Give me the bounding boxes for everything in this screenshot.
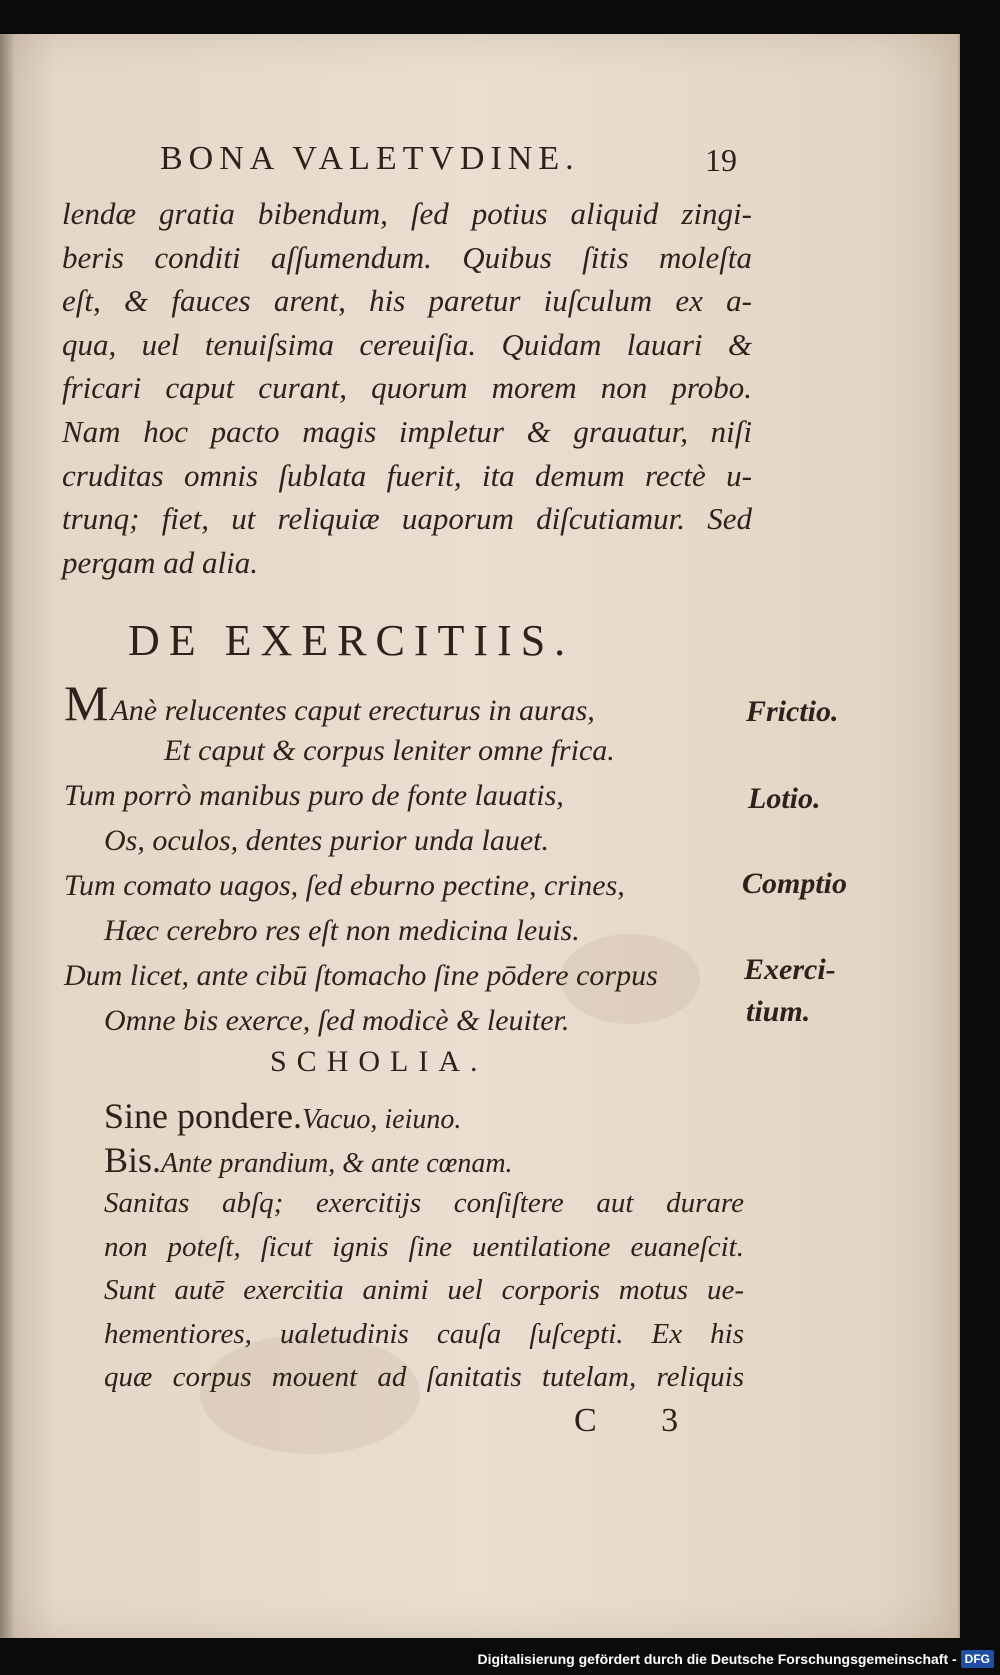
verse-line: Et caput & corpus leniter omne frica. [164, 734, 615, 767]
running-head: BONA VALETVDINE. [160, 140, 580, 177]
section-title: DE EXERCITIIS. [128, 616, 575, 665]
body-line: Nam hoc pacto magis impletur & grauatur, niſi [62, 413, 752, 449]
verse-line: Dum licet, ante cibū ſtomacho ſine pōdere corpus [64, 959, 658, 992]
dfg-logo: DFG [961, 1650, 994, 1668]
page-gutter [0, 34, 14, 1638]
body-line: qua, uel tenuiſsima cereuiſia. Quidam lauari & [62, 326, 752, 362]
body-text [62, 192, 752, 584]
page-number: 19 [705, 142, 737, 178]
verse-line: Os, oculos, dentes purior unda lauet. [104, 824, 549, 857]
scholia-lemma [104, 1139, 744, 1183]
lemma-term: Sine pondere. [104, 1096, 302, 1136]
signature-mark: C 3 [574, 1402, 707, 1439]
body-line: trunq; fiet, ut reliquiæ uaporum diſcutiamur. Sed [62, 501, 752, 537]
verse-line: Tum comato uagos, ſed eburno pectine, crines, [64, 869, 625, 902]
scholia-line: hementiores, ualetudinis cauſa ſuſcepti. Ex his [104, 1317, 744, 1350]
margin-note-frictio: Frictio. [746, 695, 839, 728]
margin-note-exercitium-cont: tium. [746, 995, 811, 1028]
lemma-gloss: Ante prandium, & ante cœnam. [161, 1147, 513, 1179]
body-line: eſt, & fauces arent, his paretur iuſculum ex a- [62, 283, 752, 319]
footer-credit: Digitalisierung gefördert durch die Deutsche Forschungsgemeinschaft - [477, 1651, 957, 1667]
verse-line: Omne bis exerce, ſed modicè & leuiter. [104, 1004, 570, 1037]
drop-cap: M [64, 675, 109, 731]
verse-line: Hæc cerebro res eſt non medicina leuis. [104, 914, 580, 947]
margin-note-exercitium: Exerci- [744, 953, 836, 986]
lemma-gloss: Vacuo, ieiuno. [301, 1104, 462, 1135]
scholia-line: quæ corpus mouent ad ſanitatis tutelam, reliquis [104, 1361, 744, 1393]
body-line: lendæ gratia bibendum, ſed potius aliquid zingi- [62, 196, 752, 231]
verse-line-text: Anè relucentes caput erecturus in auras, [110, 694, 595, 727]
margin-note-lotio: Lotio. [748, 782, 821, 815]
body-line: pergam ad alia. [62, 544, 259, 580]
lemma-term: Bis. [104, 1139, 162, 1180]
verse-line [64, 675, 744, 731]
verse-block [64, 675, 744, 1043]
body-line: cruditas omnis ſublata fuerit, ita demum rectè u- [62, 457, 752, 493]
digitization-footer [477, 1645, 994, 1673]
scholia-line: non poteſt, ſicut ignis ſine uentilatione euaneſcit. [104, 1230, 744, 1263]
body-line: beris conditi aſſumendum. Quibus ſitis moleſta [62, 239, 752, 275]
verse-line: Tum porrò manibus puro de fonte lauatis, [64, 779, 564, 812]
margin-note-comptio: Comptio [742, 867, 848, 900]
scholia-line: Sunt autē exercitia animi uel corporis motus ue- [104, 1274, 744, 1306]
scholia-heading: SCHOLIA. [270, 1045, 488, 1078]
body-line: fricari caput curant, quorum morem non probo. [62, 370, 752, 406]
scholia-line: Sanitas abſq; exercitijs conſiſtere aut durare [104, 1187, 744, 1219]
scholia-lemma [104, 1095, 744, 1139]
scholia-block [104, 1095, 744, 1400]
